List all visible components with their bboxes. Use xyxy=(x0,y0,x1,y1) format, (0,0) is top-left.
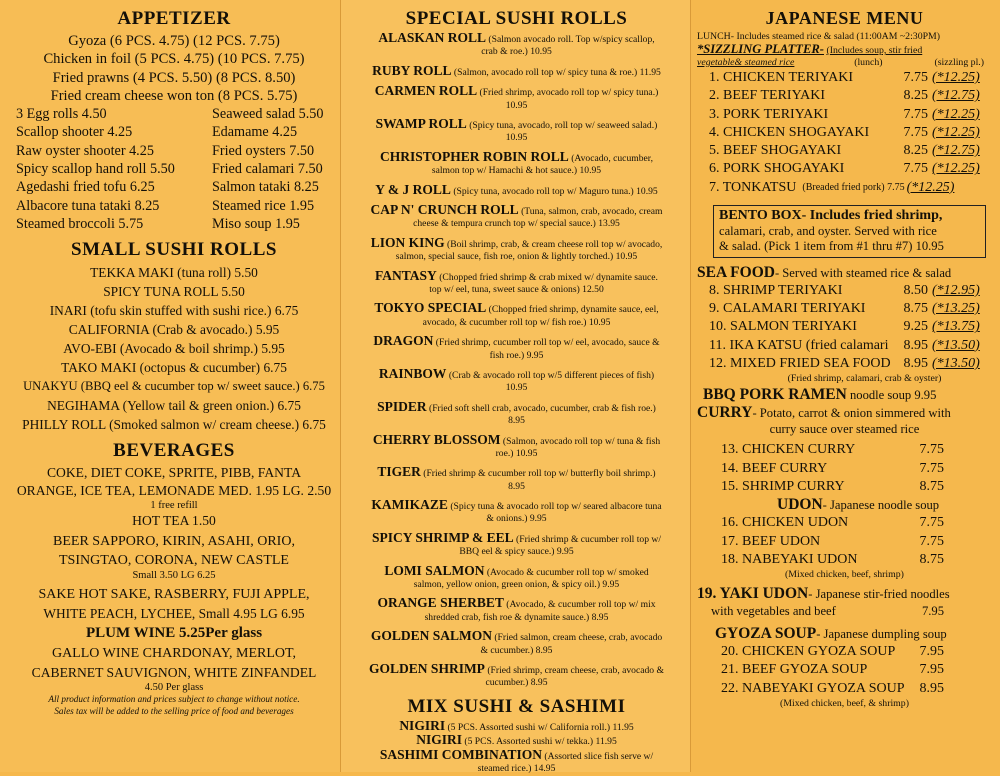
roll-desc-2: fish roe.) 9.95 xyxy=(489,349,544,361)
small-roll-item: CALIFORNIA (Crab & avocado.) 5.95 xyxy=(68,322,280,338)
gallo-line-2: CABERNET SAUVIGNON, WHITE ZINFANDEL xyxy=(31,665,317,681)
disclaimer-1: All product information and prices subject to change without notice. xyxy=(48,694,300,705)
menu-item-price: 7.75 xyxy=(903,106,928,122)
roll-desc: (Spicy tuna, avocado roll top w/ Maguro tuna.) 10.95 xyxy=(453,185,658,197)
special-roll-item xyxy=(349,466,684,493)
menu-item-sizzling-price: (*13.25) xyxy=(932,301,980,317)
menu-row xyxy=(709,355,992,373)
appetizer-item: Albacore tuna tataki 8.25 xyxy=(16,197,160,214)
beer-line: BEER SAPPORO, KIRIN, ASAHI, ORIO, xyxy=(53,534,295,550)
roll-desc-2: salmon, yellow onion, green onion, & spicy oil.) 9.95 xyxy=(413,578,620,590)
special-roll-item xyxy=(349,663,684,690)
menu-item-sizzling-price: (*13.75) xyxy=(932,319,980,335)
special-roll-item xyxy=(349,267,684,297)
roll-desc: (Fried salmon, cream cheese, crab, avocado xyxy=(494,632,663,644)
roll-desc: (Salmon avocado roll. Top w/spicy scallop, xyxy=(488,34,655,45)
menu-item-sizzling-price: (*13.50) xyxy=(932,337,980,353)
special-roll-item xyxy=(349,204,684,231)
special-roll-item xyxy=(349,562,684,592)
roll-desc-2: crab & roe.) 10.95 xyxy=(481,46,552,58)
ramen-title: BBQ PORK RAMEN xyxy=(703,386,847,404)
roll-desc-2: 8.95 xyxy=(508,480,525,492)
menu-row xyxy=(709,160,992,178)
roll-name: ALASKAN ROLL xyxy=(378,30,487,45)
appetizer-item: 3 Egg rolls 4.50 xyxy=(16,106,107,123)
roll-desc: (Fried soft shell crab, avocado, cucumber, crab & fish roe.) xyxy=(429,402,656,414)
japanese-menu-title: JAPANESE MENU xyxy=(765,8,924,28)
menu-item-name: 3. PORK TERIYAKI xyxy=(709,106,829,122)
special-roll-item xyxy=(349,181,684,198)
yaki-price: 7.95 xyxy=(921,604,944,619)
menu-row xyxy=(709,142,992,160)
roll-line xyxy=(349,431,684,448)
special-roll-item xyxy=(349,148,684,178)
curry-list xyxy=(697,441,992,496)
roll-desc: (Fried shrimp, cream cheese, crab, avocado & xyxy=(487,665,664,677)
menu-item-name: 22. NABEYAKI GYOZA SOUP xyxy=(721,680,905,696)
disclaimer-2: Sales tax will be added to the selling price of food and beverages xyxy=(54,705,294,716)
gyoza-soup-list xyxy=(697,643,992,698)
roll-line xyxy=(349,368,684,382)
roll-desc: (Tuna, salmon, crab, avocado, cream xyxy=(521,206,663,218)
seafood-title: SEA FOOD xyxy=(697,263,775,281)
small-roll-item: UNAKYU (BBQ eel & cucumber top w/ sweet sauce.) 6.75 xyxy=(23,379,325,394)
menu-item-name: 2. BEEF TERIYAKI xyxy=(709,88,826,104)
special-roll-item xyxy=(349,398,684,428)
roll-line xyxy=(349,597,684,611)
roll-name: SWAMP ROLL xyxy=(375,116,467,132)
roll-line xyxy=(349,302,684,316)
udon-header xyxy=(697,496,992,514)
menu-item-price: 8.75 xyxy=(903,301,928,317)
sizzling-note: (Includes soup, stir fried xyxy=(826,45,923,56)
nigiri-desc: (5 PCS. Assorted sushi w/ California roll.) 11.95 xyxy=(447,721,634,733)
roll-line xyxy=(349,85,684,99)
roll-desc: (Salmon, avocado roll top w/ spicy tuna & roe.) 11.95 xyxy=(453,66,661,78)
seafood-header xyxy=(697,264,992,282)
menu-item-sizzling-price: (*12.75) xyxy=(932,143,980,159)
roll-line xyxy=(349,234,684,251)
roll-line xyxy=(349,663,684,677)
appetizer-item: Edamame 4.25 xyxy=(212,124,298,141)
special-roll-item xyxy=(349,630,684,657)
roll-desc: (Fried shrimp & cucumber roll top w/ butterfly boil shrimp.) xyxy=(423,468,656,480)
middle-panel xyxy=(340,0,690,775)
small-roll-item: TEKKA MAKI (tuna roll) 5.50 xyxy=(90,265,258,281)
yaki-title: 19. YAKI UDON xyxy=(697,585,809,603)
roll-desc: (Spicy tuna & avocado roll top w/ seared albacore tuna xyxy=(450,501,662,513)
menu-item-name: 9. CALAMARI TERIYAKI xyxy=(709,301,866,317)
roll-line xyxy=(349,32,684,46)
roll-desc-2: top w/ eel, tuna, sweet sauce & onions) 12.50 xyxy=(429,283,604,295)
sizzling-title: *SIZZLING PLATTER- xyxy=(697,42,824,56)
sake-line: SAKE HOT SAKE, RASBERRY, FUJI APPLE, xyxy=(38,587,310,603)
menu-item-price: 7.75 xyxy=(919,515,944,531)
special-roll-item xyxy=(349,335,684,362)
special-roll-item xyxy=(349,431,684,461)
menu-row xyxy=(709,87,992,105)
menu-row xyxy=(709,106,992,124)
special-roll-item xyxy=(349,32,684,59)
menu-item-sizzling-price: (*12.75) xyxy=(932,88,980,104)
appetizer-item: Scallop shooter 4.25 xyxy=(16,124,133,141)
menu-item-name: 4. CHICKEN SHOGAYAKI xyxy=(709,124,870,140)
appetizer-item: Spicy scallop hand roll 5.50 xyxy=(16,161,175,178)
roll-name: KAMIKAZE xyxy=(371,497,448,513)
yaki-subtitle-2: with vegetables and beef xyxy=(711,604,836,619)
mix-title: MIX SUSHI & SASHIMI xyxy=(407,695,626,717)
roll-desc: (Salmon, avocado roll top w/ tuna & fish xyxy=(502,435,661,447)
udon-note: (Mixed chicken, beef, shrimp) xyxy=(785,569,904,581)
menu-item-sizzling-price: (*12.25) xyxy=(932,70,980,85)
appetizer-item: Agedashi fried tofu 6.25 xyxy=(16,179,155,196)
chicken-foil-item: Chicken in foil (5 PCS. 4.75) (10 PCS. 7.75) xyxy=(43,51,305,68)
menu-item-name: 1. CHICKEN TERIYAKI xyxy=(709,70,854,85)
menu-item-sizzling-price: (*12.25) xyxy=(932,124,980,140)
sizzling-col-label: (sizzling pl.) xyxy=(934,57,984,68)
left-panel xyxy=(0,0,340,772)
menu-row xyxy=(709,337,992,355)
menu-item-sizzling-price: (*12.25) xyxy=(906,179,955,195)
beer-price: Small 3.50 LG 6.25 xyxy=(132,570,216,582)
roll-desc-2: cucumber.) 8.95 xyxy=(485,677,548,689)
menu-row xyxy=(697,179,992,197)
menu-item-price: 8.25 xyxy=(903,88,928,104)
soda-line: COKE, DIET COKE, SPRITE, PIBB, FANTA xyxy=(46,465,302,481)
bento-line xyxy=(719,208,980,224)
roll-name: RUBY ROLL xyxy=(372,62,452,78)
appetizer-item: Salmon tataki 8.25 xyxy=(212,179,319,196)
teriyaki-list xyxy=(697,69,992,179)
curry-header xyxy=(697,405,992,421)
menu-item-price: 7.75 xyxy=(919,533,944,549)
roll-desc-2: 10.95 xyxy=(505,132,528,144)
menu-item-name: 15. SHRIMP CURRY xyxy=(721,478,845,494)
menu-item-name: 13. CHICKEN CURRY xyxy=(721,442,856,458)
roll-desc-2: & onions.) 9.95 xyxy=(486,513,547,525)
appetizer-title: APPETIZER xyxy=(117,8,231,29)
menu-row xyxy=(709,318,992,336)
price-header-row xyxy=(697,57,992,69)
roll-name: SPIDER xyxy=(377,398,427,414)
yaki-header xyxy=(697,585,992,603)
menu-item-price: 8.95 xyxy=(903,337,928,353)
roll-name: CHRISTOPHER ROBIN ROLL xyxy=(380,148,569,164)
roll-name: RAINBOW xyxy=(378,366,447,381)
nigiri-name: NIGIRI xyxy=(416,732,462,748)
soda-line-2: ORANGE, ICE TEA, LEMONADE MED. 1.95 LG. 2.50 xyxy=(16,483,332,499)
gallo-price: 4.50 Per glass xyxy=(144,682,204,694)
menu-row xyxy=(697,661,992,679)
menu-row xyxy=(697,460,992,478)
menu-item-name: 11. IKA KATSU (fried calamari xyxy=(709,337,889,353)
roll-desc-2: shredded crab, fish roe & dynamite sauce.) 8.95 xyxy=(424,611,609,623)
nigiri-item xyxy=(349,717,684,735)
roll-desc: (Avocado, cucumber, xyxy=(571,152,653,164)
menu-item-price: 8.75 xyxy=(919,478,944,494)
menu-item-name: 12. MIXED FRIED SEA FOOD xyxy=(709,356,891,372)
roll-line xyxy=(349,181,684,198)
roll-desc-2: 8.95 xyxy=(508,415,525,427)
roll-desc: (Chopped fried shrimp, dynamite sauce, eel, xyxy=(488,304,659,316)
fried-prawns-item: Fried prawns (4 PCS. 5.50) (8 PCS. 8.50) xyxy=(52,69,296,86)
roll-desc: (Fried shrimp & cucumber roll top w/ xyxy=(516,533,661,545)
menu-item-price: 9.25 xyxy=(903,319,928,335)
small-roll-item: AVO-EBI (Avocado & boil shrimp.) 5.95 xyxy=(63,341,285,357)
gyoza-soup-subtitle: - Japanese dumpling soup xyxy=(816,627,947,642)
appetizer-item: Fried calamari 7.50 xyxy=(212,161,323,178)
small-roll-item: SPICY TUNA ROLL 5.50 xyxy=(103,284,245,300)
small-roll-item: PHILLY ROLL (Smoked salmon w/ cream cheese.) 6.75 xyxy=(22,417,326,433)
roll-name: TOKYO SPECIAL xyxy=(374,300,487,316)
roll-name: CAP N' CRUNCH ROLL xyxy=(370,202,519,218)
nigiri-desc: (5 PCS. Assorted sushi w/ tekka.) 11.95 xyxy=(464,736,617,748)
roll-line xyxy=(349,267,684,284)
menu-item-name: 8. SHRIMP TERIYAKI xyxy=(709,282,843,298)
menu-row xyxy=(709,282,992,300)
menu-item-sizzling-price: (*12.25) xyxy=(932,106,980,122)
roll-desc: (Avocado, & cucumber roll top w/ mix xyxy=(506,599,656,611)
sashimi-desc: (Assorted slice fish serve w/ xyxy=(544,750,654,762)
special-roll-item xyxy=(349,234,684,264)
roll-desc-2: 10.95 xyxy=(505,382,528,394)
menu-row xyxy=(709,300,992,318)
roll-desc-2: roe.) 10.95 xyxy=(495,447,538,459)
won-ton-item: Fried cream cheese won ton (8 PCS. 5.75) xyxy=(50,87,298,104)
roll-name: GOLDEN SALMON xyxy=(370,628,492,644)
appetizer-item: Fried oysters 7.50 xyxy=(212,142,315,159)
roll-line xyxy=(349,398,684,415)
seafood-list xyxy=(697,282,992,373)
sashimi-name: SASHIMI COMBINATION xyxy=(379,746,543,762)
roll-line xyxy=(349,630,684,644)
menu-item-price: 7.95 xyxy=(919,644,944,660)
roll-desc-2: BBQ eel & spicy sauce.) 9.95 xyxy=(459,546,574,558)
right-panel xyxy=(690,0,1000,772)
bento-line-2: calamari, crab, and oyster. Served with rice xyxy=(719,223,937,238)
menu-item-price: 7.95 xyxy=(919,662,944,678)
bento-box xyxy=(713,205,986,258)
menu-row xyxy=(697,514,992,532)
lunch-note: LUNCH- Includes steamed rice & salad (11:00AM ~2:30PM) xyxy=(697,31,941,42)
roll-desc-2: avocado, & cucumber roll top w/ fish roe.) 10.95 xyxy=(422,316,611,328)
roll-desc-2: cheese & tempura crunch top w/ special sauce.) 13.95 xyxy=(413,218,620,230)
roll-desc-2: salmon, special sauce, fish roe, onion & lightly torched.) 10.95 xyxy=(395,251,638,263)
roll-name: CHERRY BLOSSOM xyxy=(372,431,501,447)
roll-name: DRAGON xyxy=(373,333,434,349)
seafood-subtitle: - Served with steamed rice & salad xyxy=(774,265,952,280)
roll-line xyxy=(349,148,684,165)
appetizer-item: Seaweed salad 5.50 xyxy=(212,106,324,123)
roll-line xyxy=(349,529,684,546)
menu-item-name: 7. TONKATSU xyxy=(709,179,797,195)
plum-wine-line: PLUM WINE 5.25Per glass xyxy=(85,625,263,642)
roll-desc-2: & cucumber.) 8.95 xyxy=(480,644,553,656)
small-roll-item: TAKO MAKI (octopus & cucumber) 6.75 xyxy=(61,360,287,376)
menu-item-price: 8.75 xyxy=(919,551,944,567)
ramen-subtitle: noodle soup 9.95 xyxy=(849,388,937,403)
appetizer-grid xyxy=(16,105,332,233)
roll-name: LOMI SALMON xyxy=(384,562,485,578)
yaki-subtitle: - Japanese stir-fried noodles xyxy=(808,587,950,602)
special-roll-item xyxy=(349,597,684,624)
beer-line-2: TSINGTAO, CORONA, NEW CASTLE xyxy=(58,553,289,569)
appetizer-item: Miso soup 1.95 xyxy=(212,215,300,232)
menu-item-sizzling-price: (*13.50) xyxy=(932,356,980,372)
udon-list xyxy=(697,514,992,569)
menu-item-price: 7.75 xyxy=(919,442,944,458)
bento-line-3: & salad. (Pick 1 item from #1 thru #7) 10.95 xyxy=(719,239,944,254)
small-rolls-title: SMALL SUSHI ROLLS xyxy=(71,239,277,261)
udon-title: UDON xyxy=(777,496,823,514)
roll-desc-2: 10.95 xyxy=(505,99,528,111)
special-roll-item xyxy=(349,529,684,559)
special-roll-item xyxy=(349,85,684,112)
menu-item-name: 5. BEEF SHOGAYAKI xyxy=(709,143,842,159)
special-roll-item xyxy=(349,499,684,526)
menu-item-name: 14. BEEF CURRY xyxy=(721,460,828,476)
sizzling-note-2: vegetable& steamed rice xyxy=(697,57,795,68)
hot-tea-line: HOT TEA 1.50 xyxy=(132,513,216,529)
tonkatsu-note: (Breaded fried pork) 7.75 xyxy=(802,181,905,193)
menu-item-price: 7.75 xyxy=(919,460,944,476)
gyoza-soup-title: GYOZA SOUP xyxy=(715,625,817,643)
roll-desc: (Boil shrimp, crab, & cream cheese roll top w/ avocado, xyxy=(447,238,663,250)
special-roll-item xyxy=(349,118,684,145)
roll-desc-2: salmon top w/ Hamachi & hot sauce.) 10.95 xyxy=(431,165,602,177)
sashimi-desc-2: steamed rice.) 14.95 xyxy=(477,763,556,775)
menu-item-name: 16. CHICKEN UDON xyxy=(721,515,849,531)
curry-subtitle-2: curry sauce over steamed rice xyxy=(769,422,920,437)
roll-line xyxy=(349,499,684,513)
roll-line xyxy=(349,204,684,218)
sake-line-2: WHITE PEACH, LYCHEE, Small 4.95 LG 6.95 xyxy=(43,606,305,622)
roll-line xyxy=(349,335,684,349)
special-roll-item xyxy=(349,368,684,395)
menu-row xyxy=(697,680,992,698)
menu-item-price: 8.25 xyxy=(903,143,928,159)
gyoza-soup-header xyxy=(697,625,992,643)
menu-item-price: 8.95 xyxy=(903,356,928,372)
menu-item-name: 20. CHICKEN GYOZA SOUP xyxy=(721,644,896,660)
menu-row xyxy=(697,441,992,459)
menu-item-price: 7.75 xyxy=(903,124,928,140)
menu-item-price: 8.95 xyxy=(919,680,944,696)
menu-item-price: 8.50 xyxy=(903,282,928,298)
roll-desc: (Chopped fried shrimp & crab mixed w/ dynamite sauce. xyxy=(439,271,658,283)
menu-item-price: 7.75 xyxy=(903,70,928,85)
menu-row xyxy=(697,478,992,496)
roll-desc: (Crab & avocado roll top w/5 different pieces of fish) xyxy=(448,370,655,381)
special-roll-item xyxy=(349,302,684,329)
menu-item-sizzling-price: (*12.95) xyxy=(932,282,980,298)
nigiri-name: NIGIRI xyxy=(399,717,446,733)
roll-line xyxy=(349,118,684,132)
special-rolls-title: SPECIAL SUSHI ROLLS xyxy=(405,8,628,29)
roll-name: ORANGE SHERBET xyxy=(377,595,504,611)
curry-title: CURRY xyxy=(697,404,753,422)
menu-item-name: 18. NABEYAKI UDON xyxy=(721,551,858,567)
gallo-line: GALLO WINE CHARDONAY, MERLOT, xyxy=(51,646,297,662)
ramen-header xyxy=(697,385,992,405)
roll-name: SPICY SHRIMP & EEL xyxy=(371,529,514,545)
menu-item-name: 17. BEEF UDON xyxy=(721,533,821,549)
roll-desc: (Avocado & cucumber roll top w/ smoked xyxy=(486,566,649,578)
roll-name: GOLDEN SHRIMP xyxy=(369,661,485,677)
appetizer-item: Raw oyster shooter 4.25 xyxy=(16,142,154,159)
yaki-row xyxy=(697,603,992,619)
roll-line xyxy=(349,62,684,79)
bento-title: BENTO BOX- Includes fried shrimp, xyxy=(719,208,943,224)
special-roll-item xyxy=(349,62,684,79)
roll-line xyxy=(349,466,684,480)
menu-row xyxy=(697,533,992,551)
gyoza-soup-note: (Mixed chicken, beef, & shrimp) xyxy=(780,698,909,710)
menu-item-sizzling-price: (*12.25) xyxy=(932,161,980,177)
curry-subtitle: - Potato, carrot & onion simmered with xyxy=(752,406,951,421)
beverages-title: BEVERAGES xyxy=(113,440,235,462)
roll-name: CARMEN ROLL xyxy=(374,83,478,99)
roll-name: FANTASY xyxy=(375,267,437,283)
menu-item-name: 6. PORK SHOGAYAKI xyxy=(709,161,845,177)
small-roll-item: INARI (tofu skin stuffed with sushi rice.) 6.75 xyxy=(49,303,299,319)
roll-desc: (Fried shrimp, avocado roll top w/ spicy tuna.) xyxy=(479,87,659,99)
refill-note: 1 free refill xyxy=(150,500,198,512)
roll-desc: (Spicy tuna, avocado, roll top w/ seaweed salad.) xyxy=(469,120,658,132)
roll-desc: (Fried shrimp, cucumber roll top w/ eel, avocado, sauce & xyxy=(435,337,660,349)
appetizer-item: Steamed broccoli 5.75 xyxy=(16,215,144,232)
appetizer-item: Steamed rice 1.95 xyxy=(212,197,315,214)
menu-item-price: 7.75 xyxy=(903,161,928,177)
menu-row xyxy=(697,551,992,569)
menu-row xyxy=(709,124,992,142)
special-rolls-list xyxy=(349,32,684,690)
roll-name: TIGER xyxy=(377,464,421,480)
gyoza-item: Gyoza (6 PCS. 4.75) (12 PCS. 7.75) xyxy=(68,33,280,49)
menu-item-name: 21. BEEF GYOZA SOUP xyxy=(721,662,868,678)
roll-name: LION KING xyxy=(370,234,445,250)
menu-row xyxy=(709,69,992,87)
sizzling-header xyxy=(697,43,992,57)
menu-row xyxy=(697,643,992,661)
udon-subtitle: - Japanese noodle soup xyxy=(822,498,940,513)
roll-line xyxy=(349,562,684,579)
small-roll-item: NEGIHAMA (Yellow tail & green onion.) 6.75 xyxy=(47,398,301,414)
seafood-note: (Fried shrimp, calamari, crab & oyster) xyxy=(787,373,942,385)
roll-name: Y & J ROLL xyxy=(375,181,451,197)
lunch-col-label: (lunch) xyxy=(854,57,883,68)
menu-item-name: 10. SALMON TERIYAKI xyxy=(709,319,857,335)
